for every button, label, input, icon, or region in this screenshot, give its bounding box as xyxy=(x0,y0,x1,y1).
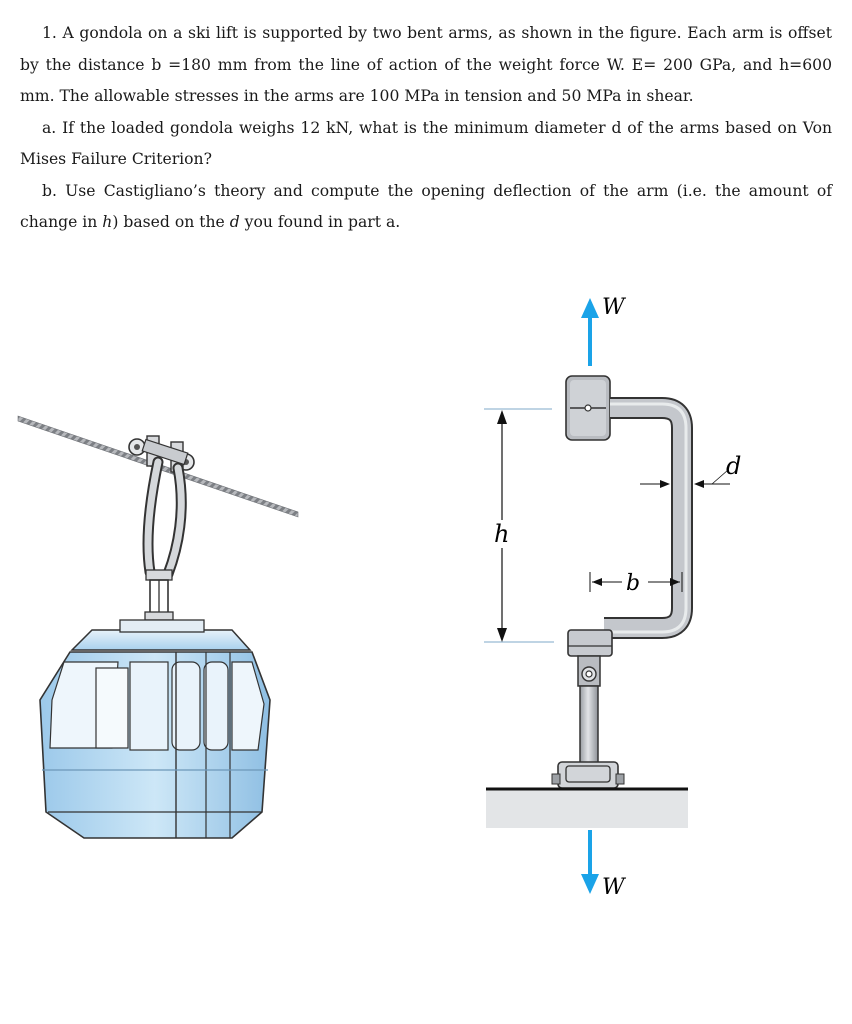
part-b-var-h: h xyxy=(102,213,113,231)
label-w-top: W xyxy=(602,295,625,320)
base-bracket xyxy=(552,762,624,788)
problem-intro: 1. A gondola on a ski lift is supported by two bent arms, as shown in the figure. Each arm is offset by the distance b =180 mm from the line of action of the weight force W. E= 200 GPa, and h=600 mm. The allowable stresses in the arms are 100 MPa in tension and 50 MPa in shear. xyxy=(20,24,832,105)
part-b-text-1: b. Use Castigliano’s theory and compute the opening deflection of the arm (i.e. the amount of change in xyxy=(20,181,832,231)
force-arrow-bottom xyxy=(581,830,599,894)
problem-text xyxy=(20,18,832,239)
label-b: b xyxy=(626,571,641,596)
part-b-var-d: d xyxy=(229,213,240,231)
part-b-text-2: ) based on the xyxy=(112,213,230,231)
bottom-clamp xyxy=(568,630,612,764)
figure xyxy=(0,280,852,924)
label-d: d xyxy=(726,452,742,480)
hanger-arms xyxy=(145,462,181,620)
part-b-text-3: you found in part a. xyxy=(239,213,401,231)
problem-part-a: a. If the loaded gondola weighs 12 kN, what is the minimum diameter d of the arms based on Von Mises Failure Criterion? xyxy=(20,118,832,168)
gondola-roof xyxy=(72,620,250,650)
label-h: h xyxy=(494,520,510,548)
bent-arm xyxy=(604,404,686,632)
ground-surface xyxy=(486,788,688,828)
problem-part-b xyxy=(20,176,832,239)
top-clamp-block xyxy=(566,376,610,440)
gondola-illustration xyxy=(18,416,298,838)
force-arrow-top xyxy=(581,298,599,366)
arm-diagram xyxy=(484,295,741,900)
label-w-bottom: W xyxy=(602,875,625,900)
figure-svg xyxy=(0,280,852,920)
gondola-body xyxy=(40,652,270,838)
